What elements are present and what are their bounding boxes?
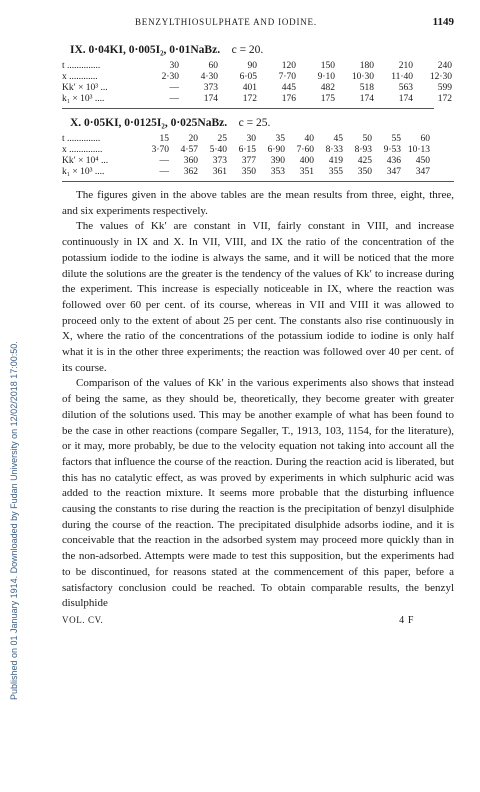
table-cell: 30 xyxy=(169,61,179,71)
table-divider xyxy=(62,108,434,109)
table-cell: 3·70 xyxy=(151,145,169,155)
table-cell: 10·13 xyxy=(407,145,430,155)
table-cell: 9·10 xyxy=(317,72,335,82)
table-x-conditions: X. 0·05KI, 0·0125I₂, 0·025NaBz. xyxy=(70,117,228,129)
table-cell: — xyxy=(159,167,169,177)
table-cell: 60 xyxy=(420,134,430,144)
table-cell: 390 xyxy=(270,156,285,166)
table-cell: — xyxy=(159,156,169,166)
table-cell: 30 xyxy=(246,134,256,144)
table-row xyxy=(62,61,452,72)
table-cell: 350 xyxy=(357,167,372,177)
table-cell: 172 xyxy=(437,94,452,104)
table-cell: 6·15 xyxy=(238,145,256,155)
page-footer xyxy=(62,615,454,626)
volume-label: VOL. CV. xyxy=(62,614,104,625)
table-cell: 2·30 xyxy=(161,72,179,82)
table-cell: 400 xyxy=(299,156,314,166)
table-cell: 377 xyxy=(241,156,256,166)
table-cell: — xyxy=(169,94,179,104)
table-cell: 175 xyxy=(320,94,335,104)
table-cell: 8·33 xyxy=(325,145,343,155)
table-cell: 450 xyxy=(415,156,430,166)
table-cell: 45 xyxy=(333,134,343,144)
table-cell: 351 xyxy=(299,167,314,177)
table-cell: 120 xyxy=(281,61,296,71)
row-label: t .............. xyxy=(62,61,101,71)
table-cell: 6·90 xyxy=(267,145,285,155)
table-cell: 174 xyxy=(203,94,218,104)
row-label: Kk′ × 10³ ... xyxy=(62,83,108,93)
page-header xyxy=(62,16,454,36)
table-cell: 518 xyxy=(359,83,374,93)
table-row xyxy=(62,167,430,178)
table-cell: 8·93 xyxy=(354,145,372,155)
table-cell: 210 xyxy=(398,61,413,71)
table-cell: 15 xyxy=(159,134,169,144)
table-cell: — xyxy=(169,83,179,93)
table-cell: 482 xyxy=(320,83,335,93)
body-text xyxy=(62,188,454,612)
table-cell: 4·30 xyxy=(200,72,218,82)
table-cell: 599 xyxy=(437,83,452,93)
paragraph: The figures given in the above tables are the mean results from three, eight, three, and six experiments respectively. xyxy=(62,189,454,217)
paragraph: The values of Kk′ are constant in VII, fairly constant in VIII, and increase continuously in IX and X. In VII, VIII, and IX the ratio of the concentration of the potassium iodide to the iodine is always the same, and it will be noticed that the more dilute the solutions are the greater is the tendency of the values of Kk′ to increase during the experiment. This increase is especially noticeable in IX, where the reaction was followed over 60 per cent. of its course, whereas in VII and VIII it was allowed to proceed only to the extent of about 25 per cent. The constants also rise continuously in X, where the ratio of the concentrations of the potassium iodide to iodine is only half what it is in the other three experiments; the reaction was followed over 40 per cent. of its course. xyxy=(62,220,454,374)
table-cell: 90 xyxy=(247,61,257,71)
table-row xyxy=(62,145,430,156)
table-cell: 4·57 xyxy=(180,145,198,155)
paragraph: Comparison of the values of Kk′ in the various experiments also shows that instead of being the same, as they should be, theoretically, they become greater with greater dilution of the solutions used. This may be another example of what has been found to be the case in other reactions (compare Segaller, T., 1913, 103, 1154, for the literature), or it may, more probably, be due to the velocity equation not taking into account all the factors that influence the course of the reaction. During the reaction acid is liberated, but this has no catalytic effect, as was proved by experiments in which sulphuric acid was added to the reaction mixture. It seems more probable that the disturbing influence causing the constants to rise during the reaction is the precipitation of benzyl disulphide during the course of the reaction. The precipitated disulphide adsorbs iodine, and it is conceivable that the reaction in the adsorbed system may proceed more quickly than in the non-adsorbed. Attempts were made to test this supposition, but the experiments had to be discontinued, for reasons stated at the commencement of this paper, before a satisfactory conclusion could be reached. To obtain comparable results, the benzyl disulphide xyxy=(62,377,454,610)
table-cell: 35 xyxy=(275,134,285,144)
table-cell: 6·05 xyxy=(239,72,257,82)
row-label: x .............. xyxy=(62,145,103,155)
table-cell: 350 xyxy=(241,167,256,177)
table-row xyxy=(62,156,430,167)
table-cell: 50 xyxy=(362,134,372,144)
table-x-c-value: c = 25. xyxy=(238,117,271,129)
table-cell: 25 xyxy=(217,134,227,144)
journal-page xyxy=(62,16,454,626)
row-label: Kk′ × 10⁴ ... xyxy=(62,156,109,166)
table-cell: 174 xyxy=(398,94,413,104)
table-cell: 174 xyxy=(359,94,374,104)
row-label: x ............ xyxy=(62,72,98,82)
signature-mark: 4 F xyxy=(399,614,414,626)
table-cell: 373 xyxy=(212,156,227,166)
table-cell: 12·30 xyxy=(429,72,452,82)
table-cell: 373 xyxy=(203,83,218,93)
table-cell: 419 xyxy=(328,156,343,166)
table-row xyxy=(62,134,430,145)
table-cell: 436 xyxy=(386,156,401,166)
table-cell: 240 xyxy=(437,61,452,71)
row-label: t .............. xyxy=(62,134,101,144)
table-cell: 353 xyxy=(270,167,285,177)
table-cell: 40 xyxy=(304,134,314,144)
table-cell: 9·53 xyxy=(383,145,401,155)
table-cell: 362 xyxy=(183,167,198,177)
table-cell: 176 xyxy=(281,94,296,104)
page-number: 1149 xyxy=(432,16,454,28)
table-row xyxy=(62,72,452,83)
table-ix xyxy=(62,61,452,105)
table-cell: 180 xyxy=(359,61,374,71)
table-cell: 347 xyxy=(415,167,430,177)
table-cell: 20 xyxy=(188,134,198,144)
table-ix-title xyxy=(70,44,454,56)
table-cell: 401 xyxy=(242,83,257,93)
table-x xyxy=(62,134,430,178)
table-cell: 150 xyxy=(320,61,335,71)
table-cell: 7·60 xyxy=(296,145,314,155)
row-label: k₁ × 10³ .... xyxy=(62,94,105,104)
table-ix-c-value: c = 20. xyxy=(231,44,264,56)
table-cell: 10·30 xyxy=(351,72,374,82)
table-row xyxy=(62,94,452,105)
table-cell: 425 xyxy=(357,156,372,166)
table-cell: 172 xyxy=(242,94,257,104)
table-divider xyxy=(62,181,454,182)
download-watermark: Published on 01 January 1914. Downloaded by Fudan University on 12/02/2018 17:00:50. xyxy=(9,341,19,700)
table-cell: 55 xyxy=(391,134,401,144)
table-cell: 5·40 xyxy=(209,145,227,155)
row-label: k₁ × 10³ .... xyxy=(62,167,105,177)
table-cell: 563 xyxy=(398,83,413,93)
table-cell: 355 xyxy=(328,167,343,177)
table-row xyxy=(62,83,452,94)
table-cell: 360 xyxy=(183,156,198,166)
table-cell: 11·40 xyxy=(391,72,413,82)
table-ix-conditions: IX. 0·04KI, 0·005I₂, 0·01NaBz. xyxy=(70,44,221,56)
table-cell: 60 xyxy=(208,61,218,71)
table-x-title xyxy=(70,117,454,129)
table-cell: 361 xyxy=(212,167,227,177)
table-cell: 7·70 xyxy=(278,72,296,82)
running-title: BENZYLTHIOSULPHATE AND IODINE. xyxy=(135,17,317,27)
table-cell: 445 xyxy=(281,83,296,93)
table-cell: 347 xyxy=(386,167,401,177)
